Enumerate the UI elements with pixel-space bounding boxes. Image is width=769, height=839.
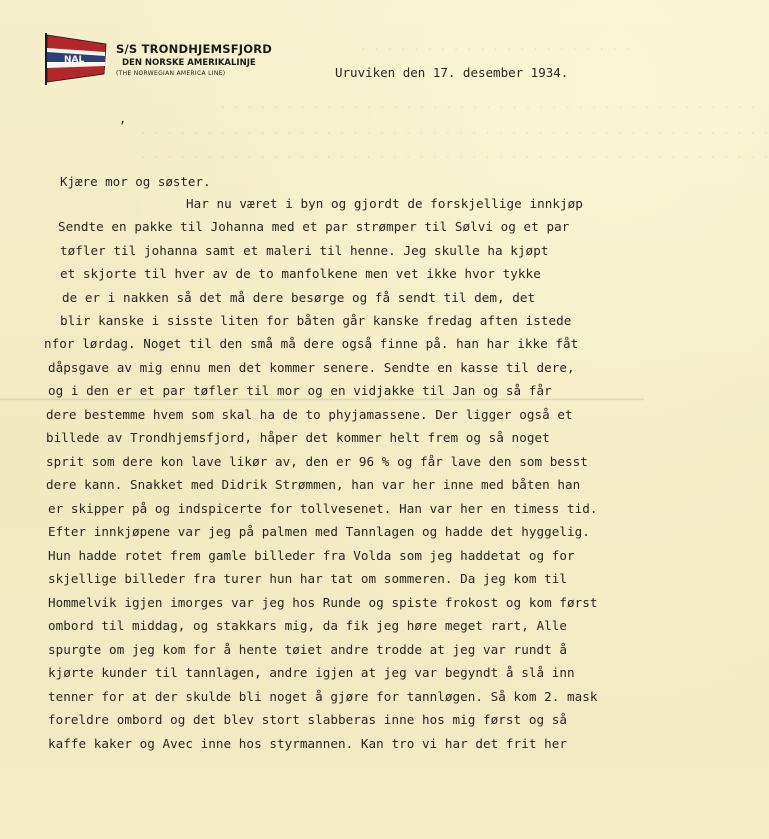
side-mark: , [119, 112, 127, 126]
body-line: kaffe kaker og Avec inne hos styrmannen. Kan tro vi har det frit her [48, 736, 567, 751]
company-name: DEN NORSKE AMERIKALINJE [122, 58, 256, 68]
salutation: Kjære mor og søster. [60, 174, 211, 189]
bleed-through-text: . . . . . . . . . . . . . . . . . . . . . . . . . . . . . . . . . . . . . . . . . . . . . . . . [140, 148, 769, 161]
body-line: Har nu været i byn og gjordt de forskjellige innkjøp [186, 196, 583, 211]
paper-fold-crease [0, 398, 644, 401]
body-line: sprit som dere kon lave likør av, den er 96 % og får lave den som besst [46, 454, 588, 469]
letterhead [44, 32, 304, 92]
body-line: de er i nakken så det må dere besørge og få sendt til dem, det [62, 290, 536, 305]
body-line: Hommelvik igjen imorges var jeg hos Runde og spiste frokost og kom først [48, 595, 598, 610]
bleed-through-text: . . . . . . . . . . . . . . . . . . . . . [360, 40, 632, 53]
body-line: og i den er et par tøfler til mor og en vidjakke til Jan og så får [48, 383, 552, 398]
body-line: ombord til middag, og stakkars mig, da fik jeg høre meget rart, Alle [48, 618, 567, 633]
bleed-through-text: . . . . . . . . . . . . . . . . . . . . . . . . . . . . . . . . . . . . . . . . . [220, 98, 757, 111]
body-line: nfor lørdag. Noget til den små må dere også finne på. han har ikke fåt [44, 336, 579, 351]
body-line: kjørte kunder til tannlagen, andre igjen at jeg var begyndt å slå inn [48, 665, 575, 680]
company-name-english: (THE NORWEGIAN AMERICA LINE) [116, 70, 226, 77]
body-line: billede av Trondhjemsfjord, håper det kommer helt frem og så noget [46, 430, 550, 445]
nal-flag-logo [44, 32, 108, 86]
body-line: tøfler til johanna samt et maleri til henne. Jeg skulle ha kjøpt [60, 243, 549, 258]
flag-lettering: NAL [64, 55, 85, 65]
body-line: Efter innkjøpene var jeg på palmen med Tannlagen og hadde det hyggelig. [48, 524, 590, 539]
body-line: foreldre ombord og det blev stort slabberas inne hos mig først og så [48, 712, 567, 727]
body-line: Hun hadde rotet frem gamle billeder fra Volda som jeg haddetat og for [48, 548, 575, 563]
body-line: tenner for at der skulde bli noget å gjøre for tannløgen. Så kom 2. mask [48, 689, 598, 704]
body-line: blir kanske i sisste liten for båten går kanske fredag aften istede [60, 313, 572, 328]
body-line: skjellige billeder fra turer hun har tat om sommeren. Da jeg kom til [48, 571, 567, 586]
body-line: dåpsgave av mig ennu men det kommer senere. Sendte en kasse til dere, [48, 360, 575, 375]
body-line: et skjorte til hver av de to manfolkene men vet ikke hvor tykke [60, 266, 541, 281]
body-line: dere bestemme hvem som skal ha de to phyjamassene. Der ligger også et [46, 407, 573, 422]
body-line: Sendte en pakke til Johanna med et par strømper til Sølvi og et par [58, 219, 570, 234]
ship-name: S/S TRONDHJEMSFJORD [116, 42, 273, 56]
body-line: dere kann. Snakket med Didrik Strømmen, han var her inne med båten han [46, 477, 581, 492]
date-line: Uruviken den 17. desember 1934. [335, 65, 569, 80]
body-line: er skipper på og indspicerte for tollvesenet. Han var her en timess tid. [48, 501, 598, 516]
letterhead-text [116, 42, 272, 77]
bleed-through-text: . . . . . . . . . . . . . . . . . . . . . . . . . . . . . . . . . . . . . . . . . . . . . . . . [140, 124, 769, 137]
body-line: spurgte om jeg kom for å hente tøiet andre trodde at jeg var rundt å [48, 642, 567, 657]
